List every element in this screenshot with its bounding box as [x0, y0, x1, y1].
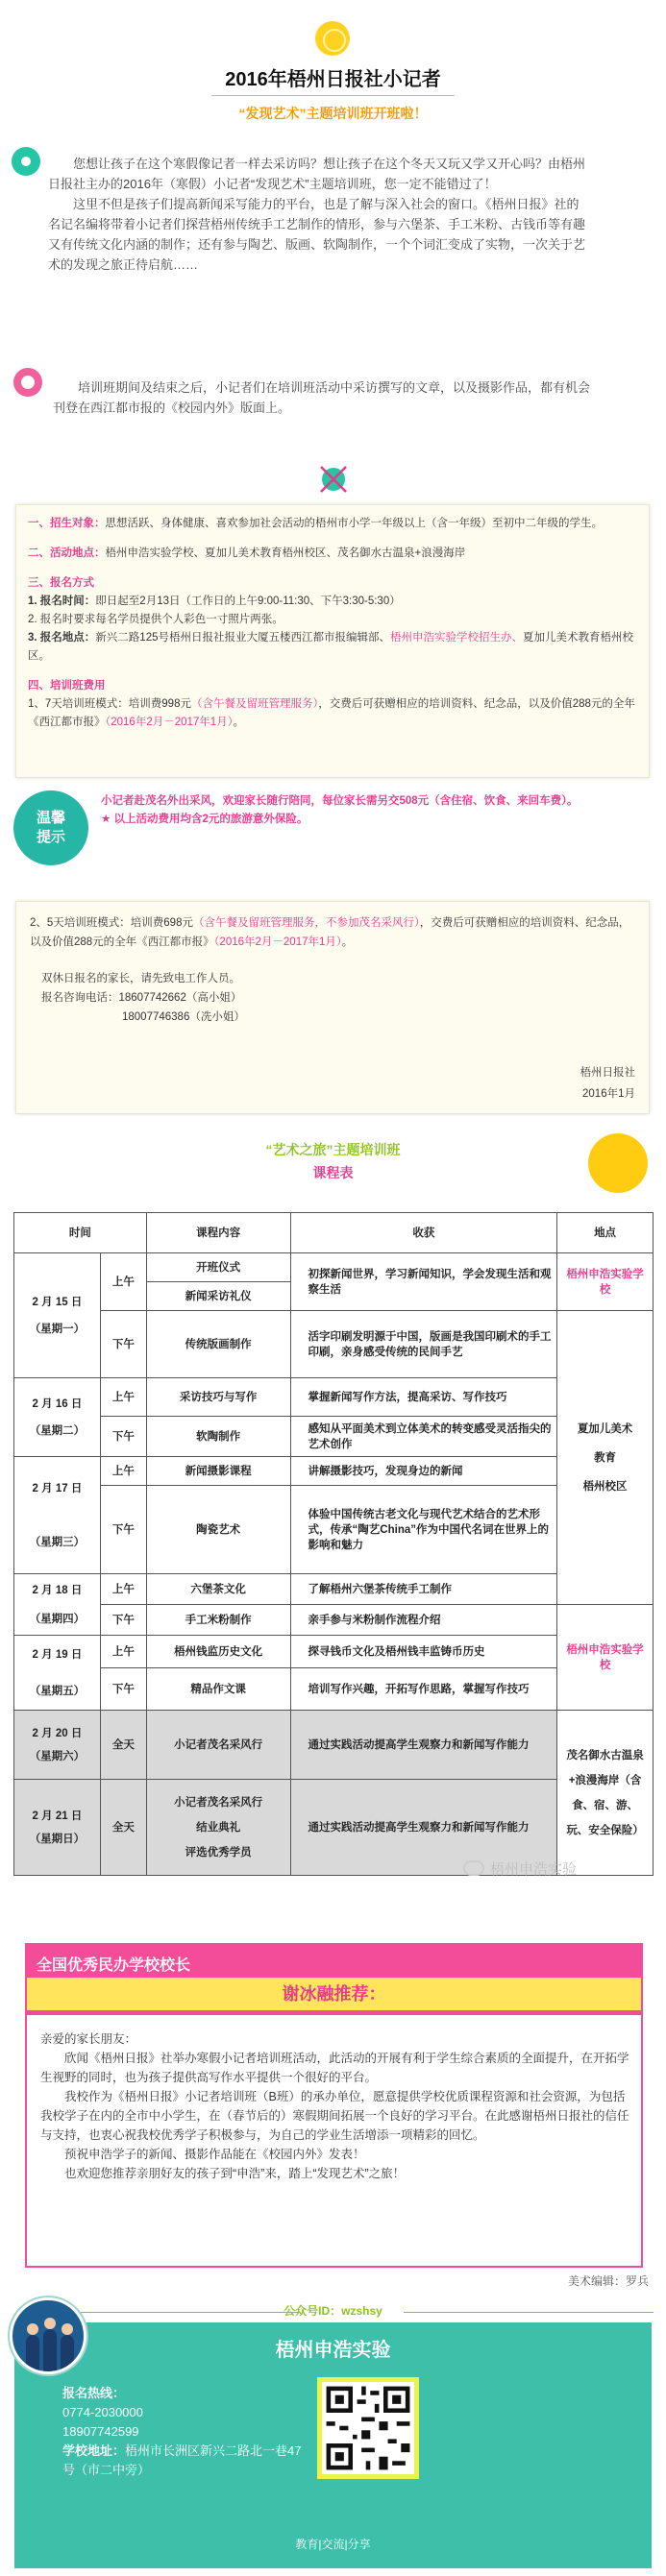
avatar-figure: [61, 2335, 74, 2371]
register-heading: 三、报名方式: [28, 577, 94, 589]
date-text: 2 月 15 日: [32, 1296, 83, 1308]
cross-dot-decoration: [317, 463, 350, 496]
schedule-table: [13, 1212, 654, 1876]
contact-phone-label: 报名咨询电话：: [41, 992, 119, 1004]
location-cell: 梧州申浩实验学校: [557, 1253, 654, 1311]
page-title: 2016年梧州日报社小记者: [225, 69, 441, 90]
footer-tags: 教育|交流|分享: [295, 2538, 371, 2551]
register-time-label: 1. 报名时间：: [28, 595, 96, 607]
slot-cell: 下午: [100, 1417, 146, 1457]
contact-phone-1: [30, 988, 635, 1008]
gain-cell: 亲手参与米粉制作流程介绍: [290, 1605, 557, 1636]
letter-greeting: 亲爱的家长朋友：: [40, 2032, 137, 2046]
weekday-text: （星期一）: [29, 1323, 86, 1335]
teal-dot-decoration: [12, 147, 40, 176]
qr-code-icon[interactable]: [317, 2377, 419, 2479]
fee-7day-b: （含午餐及留班管理服务）: [190, 698, 319, 710]
slot-cell: 下午: [100, 1311, 146, 1378]
contact-info: [62, 2384, 303, 2480]
avatar: [10, 2297, 86, 2374]
slot-cell: 上午: [100, 1253, 146, 1311]
date-cell: [14, 1711, 101, 1780]
tip-badge: [13, 790, 88, 865]
enrollment-info-box: [15, 504, 650, 778]
gain-cell: 掌握新闻写作方法，提高采访、写作技巧: [290, 1378, 557, 1417]
register-place-c: 夏加儿美术教育梧州校区。: [28, 632, 633, 662]
course-cell: 手工米粉制作: [146, 1605, 290, 1636]
course-title: “艺术之旅”主题培训班: [265, 1142, 401, 1157]
register-time-value: 即日起至2月13日（工作日的上午9:00-11:30、下午3:30-5:30）: [95, 595, 401, 607]
gain-cell: 探寻钱币文化及梧州钱丰监铸币历史: [290, 1636, 557, 1668]
gain-cell: 体验中国传统古老文化与现代艺术结合的艺术形式，传承“陶艺China”作为中国代名词在世界上的影响和魅力: [290, 1486, 557, 1574]
pink-dot-decoration: [13, 368, 42, 397]
location-text-c: 梧州校区: [582, 1480, 628, 1493]
date-cell: [14, 1636, 101, 1711]
header-gain: 收获: [290, 1213, 557, 1253]
gain-cell: 培训写作兴趣，开拓写作思路，掌握写作技巧: [290, 1668, 557, 1711]
gain-cell: 了解梧州六堡茶传统手工制作: [290, 1574, 557, 1605]
table-header-row: [14, 1213, 654, 1253]
watermark-text: 梧州申浩实验: [490, 1861, 578, 1878]
course-cell: 传统版画制作: [146, 1311, 290, 1378]
weekday-text: （星期二）: [29, 1424, 86, 1437]
table-row: [14, 1711, 654, 1780]
target-text: 思想活跃、身体健康、喜欢参加社会活动的梧州市小学一年级以上（含一年级）至初中二年级的学生。: [105, 518, 603, 529]
intro-paragraph-2: 这里不但是孩子们提高新闻采写能力的平台，也是了解与深入社会的窗口。《梧州日报》社的名记名编将带着小记者们探营梧州传统手工艺制作的情形，参与六堡茶、手工米粉、古钱币等有趣又有传统文化内涵的制作；还有参与陶艺、版画、软陶制作，一个个词汇变成了实物，一次关于艺术的发现之旅正待启航……: [48, 197, 586, 272]
location-heading: 二、活动地点：: [28, 547, 106, 559]
weekday-text: （星期六）: [29, 1750, 86, 1762]
course-cell: 新闻摄影课程: [146, 1457, 290, 1486]
hotline-phone-2: 18907742599: [62, 2424, 139, 2439]
slot-cell: 上午: [100, 1457, 146, 1486]
fee-7day-e: 。: [233, 717, 244, 728]
target-section: [28, 515, 637, 533]
date-text: 2 月 19 日: [32, 1648, 83, 1661]
avatar-head: [27, 2323, 38, 2335]
date-text: 2 月 17 日: [32, 1482, 83, 1495]
register-time: [28, 593, 637, 611]
date-text: 2 月 20 日: [32, 1727, 83, 1739]
gain-cell: 感知从平面美术到立体美术的转变感受灵活指尖的艺术创作: [290, 1417, 557, 1457]
page-subtitle: “发现艺术”主题培训班开班啦！: [238, 106, 428, 121]
principal-header: [27, 1945, 641, 2015]
fee-5day-e: 。: [341, 936, 354, 948]
fee-info-box: [15, 901, 650, 1114]
principal-letter: [40, 2029, 631, 2183]
fee-heading: 四、培训班费用: [28, 680, 106, 692]
slot-cell: 上午: [100, 1574, 146, 1605]
location-text: 梧州申浩实验学校、夏加儿美术教育梧州校区、茂名御水古温泉+浪漫海岸: [105, 547, 466, 559]
slot-cell: 上午: [100, 1378, 146, 1417]
register-place-a: 新兴二路125号梧州日报社报业大厦五楼西江都市报编辑部、: [95, 632, 390, 644]
course-item: 小记者茂名采风行: [174, 1796, 263, 1809]
slot-cell: 下午: [100, 1486, 146, 1574]
gain-cell: 初探新闻世界，学习新闻知识，学会发现生活和观察生活: [290, 1253, 557, 1311]
intro-section-2: [53, 377, 596, 418]
hotline-label: 报名热线：: [62, 2386, 126, 2400]
principal-name: 谢冰融推荐：: [282, 1984, 386, 2004]
letter-paragraph: 欣闻《梧州日报》社举办寒假小记者培训班活动，此活动的开展有利于学生综合素质的全面提升，在开拓学生视野的同时，也为孩子提供高写作水平提供一个很好的平台。: [40, 2052, 629, 2084]
course-cell: 精品作文课: [146, 1668, 290, 1711]
school-name: 梧州申浩实验: [275, 2340, 391, 2361]
signature-org: 梧州日报社: [580, 1067, 635, 1079]
contact-phone-a: 18607742662（高小姐）: [118, 992, 242, 1004]
avatar-figure: [43, 2329, 57, 2371]
slot-cell: 上午: [100, 1636, 146, 1668]
tip-line-2: ★ 以上活动费用均含2元的旅游意外保险。: [101, 814, 308, 825]
course-subtitle: 课程表: [312, 1165, 354, 1180]
location-cell: 梧州申浩实验学校: [557, 1605, 654, 1711]
location-cell: 茂名御水古温泉+浪漫海岸（含食、宿、游、玩、安全保险）: [557, 1711, 654, 1876]
weekday-text: （星期日）: [29, 1833, 86, 1845]
location-section: [28, 545, 637, 563]
fee-7day: [28, 695, 637, 732]
tip-badge-line-1: 温馨: [36, 810, 65, 826]
target-heading: 一、招生对象：: [28, 518, 106, 529]
register-place: [28, 629, 637, 666]
course-cell: 陶瓷艺术: [146, 1486, 290, 1574]
fee-5day-b: （含午餐及留班管理服务，不参加茂名采风行）: [192, 917, 420, 929]
header-location: 地点: [557, 1213, 654, 1253]
avatar-figure: [26, 2335, 39, 2371]
letter-paragraph: 我校作为《梧州日报》小记者培训班（B班）的承办单位，愿意提供学校优质课程资源和社会资源，为包括我校学子在内的全市中小学生，在（春节后的）寒假期间拓展一个良好的学习平台。在此感谢梧州日报社的信任与支持，也衷心祝我校优秀学子积极参与，为自己的学业生活增添一项精彩的回忆。: [40, 2090, 629, 2142]
course-cell: 小记者茂名采风行: [146, 1711, 290, 1780]
intro-paragraph-1: 您想让孩子在这个寒假像记者一样去采访吗？想让孩子在这个冬天又玩又学又开心吗？由梧州日报社主办的2016年（寒假）小记者“发现艺术”主题培训班，您一定不能错过了！: [48, 157, 586, 191]
watermark: [463, 1859, 577, 1881]
contact-phone-2: 18007746386（冼小姐）: [122, 1011, 245, 1023]
date-cell: [14, 1780, 101, 1876]
gain-cell: 通过实践活动提高学生观察力和新闻写作能力: [290, 1780, 557, 1876]
signature-date: 2016年1月: [582, 1088, 635, 1100]
principal-title: 全国优秀民办学校校长: [37, 1957, 191, 1974]
tip-line-1: 小记者赴茂名外出采风，欢迎家长随行陪同，每位家长需另交508元（含住宿、饮食、来回车费）。: [101, 795, 579, 807]
hotline-phone-1: 0774-2030000: [62, 2405, 143, 2419]
course-item: 评选优秀学员: [185, 1846, 252, 1859]
fee-7day-d: （2016年2月－2017年1月）: [105, 717, 234, 728]
course-cell: 软陶制作: [146, 1417, 290, 1457]
address-text: 梧州市长洲区新兴二路北一巷47号（市二中旁）: [62, 2443, 302, 2477]
slot-cell: 全天: [100, 1711, 146, 1780]
tip-text: [101, 792, 658, 829]
divider-right: [404, 2312, 654, 2313]
table-row: [14, 1253, 654, 1282]
date-cell: [14, 1253, 101, 1378]
fee-5day-a: 2、5天培训班模式：培训费698元: [30, 917, 193, 929]
wechat-icon: [463, 1860, 484, 1876]
gain-cell: 通过实践活动提高学生观察力和新闻写作能力: [290, 1711, 557, 1780]
header-content: 课程内容: [146, 1213, 290, 1253]
fee-7day-a: 1、7天培训班模式：培训费998元: [28, 698, 191, 710]
course-cell: 采访技巧与写作: [146, 1378, 290, 1417]
letter-paragraph: 预祝申浩学子的新闻、摄影作品能在《校园内外》发表！: [64, 2148, 365, 2161]
slot-cell: 下午: [100, 1668, 146, 1711]
gain-cell: 活字印刷发明源于中国，版画是我国印刷术的手工印刷，亲身感受传统的民间手艺: [290, 1311, 557, 1378]
course-cell: [146, 1780, 290, 1876]
date-cell: [14, 1574, 101, 1636]
course-cell: 梧州钱监历史文化: [146, 1636, 290, 1668]
register-photo: 2. 报名时要求每名学员提供个人彩色一寸照片两张。: [28, 614, 284, 625]
location-cell: [557, 1311, 654, 1605]
fee-5day-d: （2016年2月－2017年1月）: [213, 936, 342, 948]
location-text-b: 教育: [594, 1451, 617, 1464]
avatar-head: [62, 2323, 73, 2335]
address-label: 学校地址：: [62, 2443, 126, 2458]
date-text: 2 月 18 日: [32, 1584, 83, 1596]
course-item: 结业典礼: [196, 1821, 241, 1834]
intro-paragraph-3: 培训班期间及结束之后，小记者们在培训班活动中采访撰写的文章，以及摄影作品，都有机会刊登在西江都市报的《校园内外》版面上。: [53, 380, 591, 415]
course-cell: 六堡茶文化: [146, 1574, 290, 1605]
intro-section: [48, 154, 586, 275]
slot-cell: 全天: [100, 1780, 146, 1876]
header-time: 时间: [14, 1213, 147, 1253]
table-row: [14, 1605, 654, 1636]
weekday-text: （星期四）: [29, 1613, 86, 1625]
table-row: [14, 1311, 654, 1378]
date-text: 2 月 21 日: [32, 1810, 83, 1822]
weekday-text: （星期五）: [29, 1685, 86, 1697]
slot-cell: 下午: [100, 1605, 146, 1636]
register-place-b: 梧州申浩实验学校招生办、: [389, 632, 523, 644]
avatar-head: [44, 2318, 56, 2329]
course-cell: 新闻采访礼仪: [146, 1282, 290, 1311]
title-divider: [211, 95, 455, 96]
location-text-a: 夏加儿美术: [577, 1422, 633, 1435]
school-footer: [14, 2322, 652, 2568]
art-editor: 美术编辑：罗兵: [567, 2274, 649, 2288]
gain-cell: 讲解摄影技巧，发现身边的新闻: [290, 1457, 557, 1486]
fee-5day: [30, 913, 635, 952]
date-cell: [14, 1457, 101, 1574]
tip-badge-line-2: 提示: [36, 829, 65, 845]
date-text: 2 月 16 日: [32, 1397, 83, 1410]
fee-7day-c: ，交费后可获赠相应的培训资料、纪念品，以及价值288元的全年《西江都市报》: [28, 698, 635, 728]
principal-box: [25, 1943, 643, 2268]
date-cell: [14, 1378, 101, 1457]
weekday-text: （星期三）: [29, 1536, 86, 1548]
register-place-label: 3. 报名地点：: [28, 632, 96, 644]
weekend-note: 双休日报名的家长，请先致电工作人员。: [41, 973, 240, 984]
account-id: 公众号ID：wzshsy: [284, 2304, 382, 2318]
letter-paragraph: 也欢迎您推荐亲朋好友的孩子到“申浩”来，踏上“发现艺术”之旅！: [64, 2167, 406, 2180]
yellow-dot-decoration: [315, 21, 350, 56]
course-cell: 开班仪式: [146, 1253, 290, 1282]
fee-5day-c: ，交费后可获赠相应的培训资料、纪念品，以及价值288元的全年《西江都市报》: [30, 917, 630, 948]
